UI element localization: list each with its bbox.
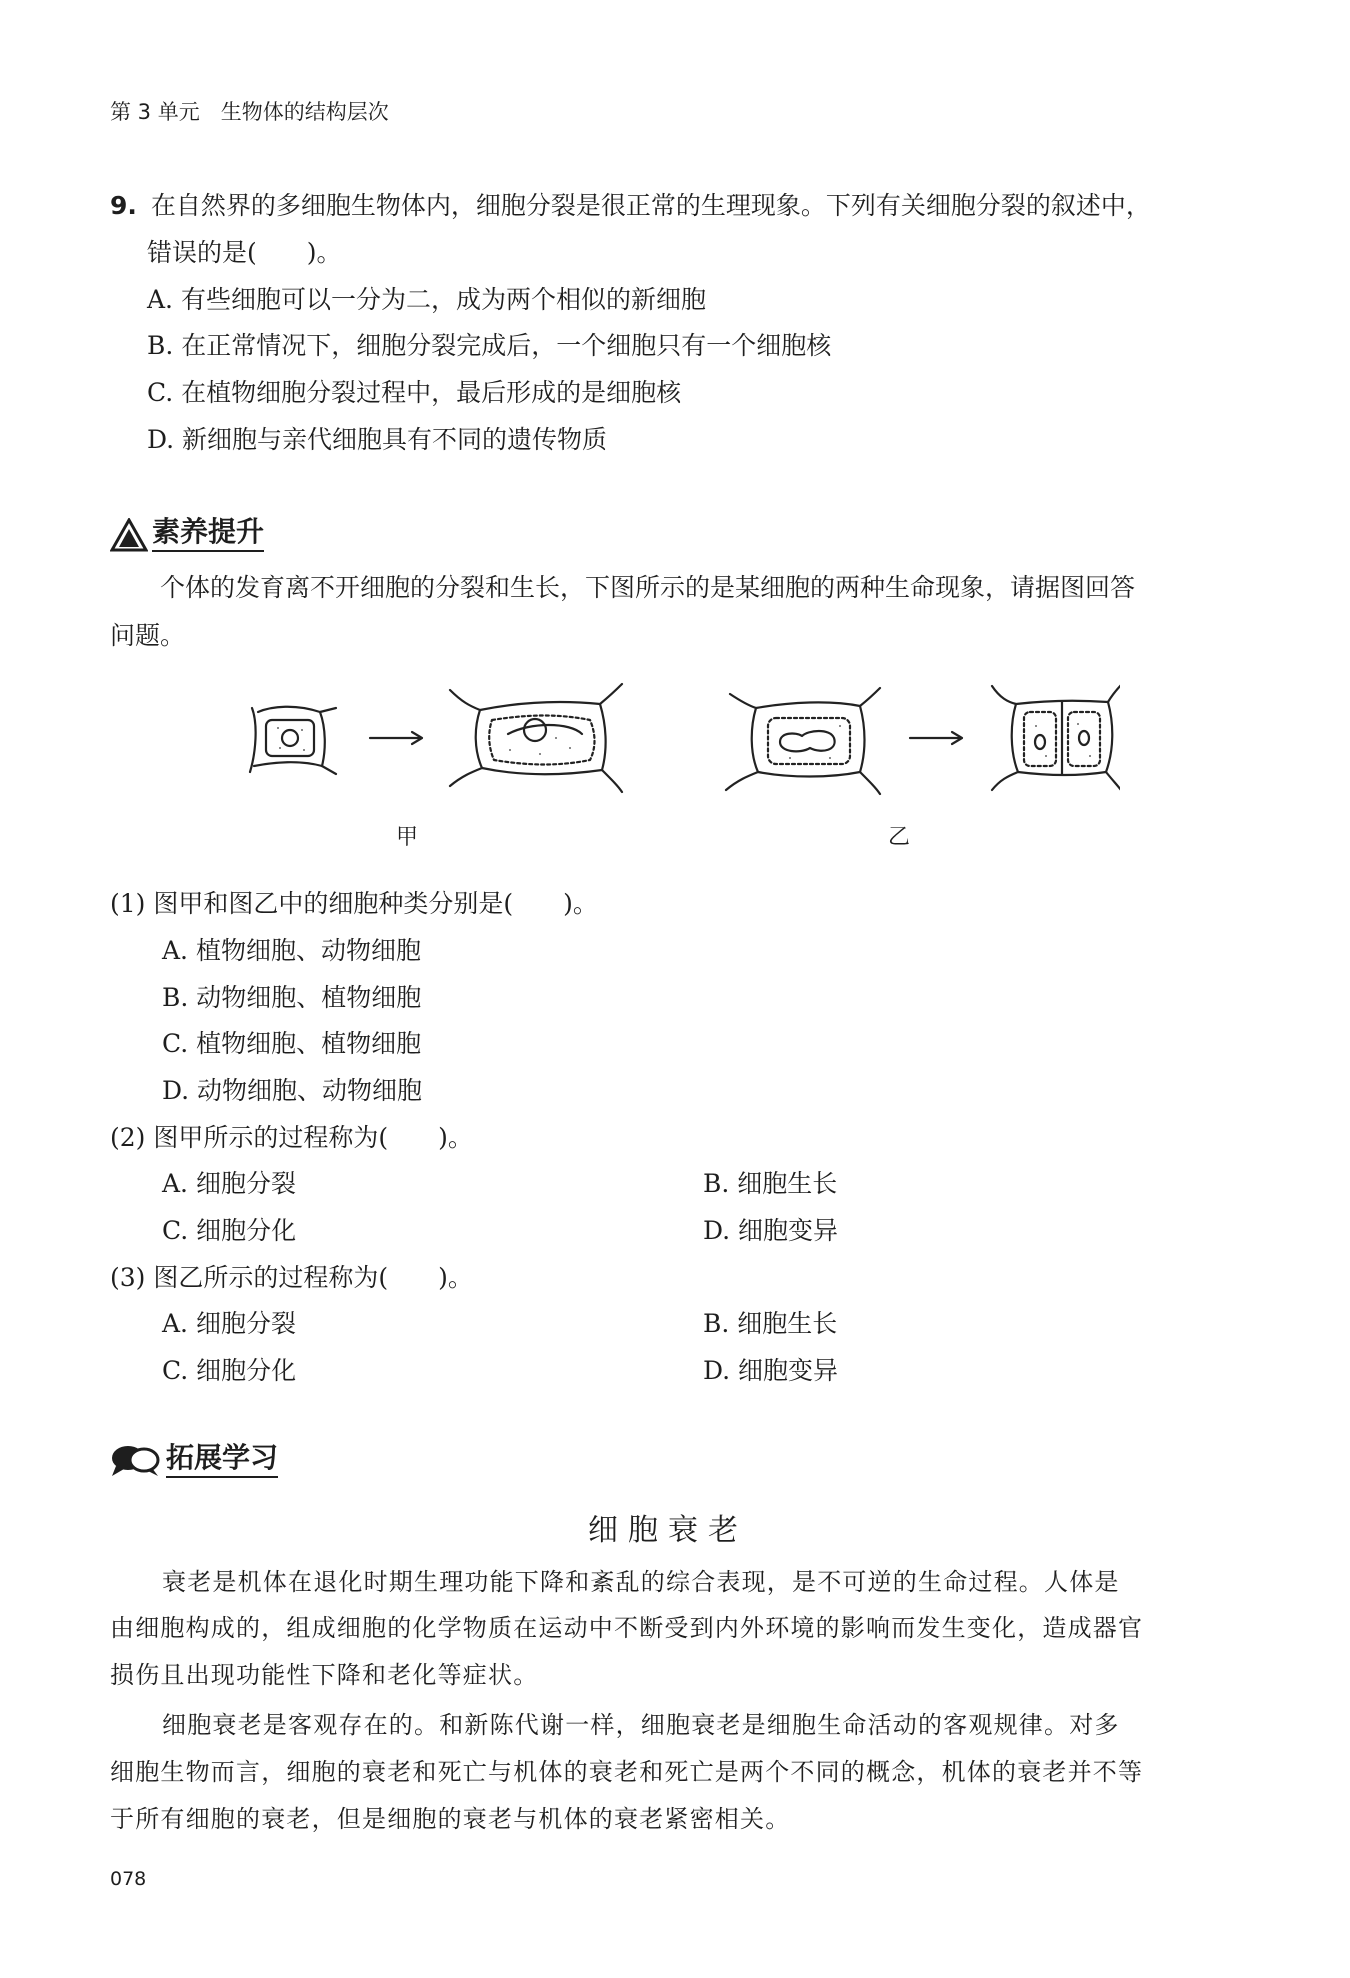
figure-b-cell bbox=[726, 688, 880, 794]
para2-line3: 于所有细胞的衰老，但是细胞的衰老与机体的衰老紧密相关。 bbox=[110, 1805, 791, 1833]
question-number: 9. bbox=[110, 191, 137, 220]
sub3-option-c: C. 细胞分化 bbox=[162, 1356, 297, 1385]
figure-a-grown-cell bbox=[450, 684, 622, 792]
article-title: 细胞衰老 bbox=[588, 1513, 748, 1548]
extension-section-title: 拓展学习 bbox=[166, 1442, 278, 1478]
triangle-warning-icon bbox=[110, 518, 148, 552]
literacy-section-title: 素养提升 bbox=[152, 516, 264, 552]
subquestion-1-stem: (1) 图甲和图乙中的细胞种类分别是( )。 bbox=[110, 889, 598, 918]
sub2-option-a: A. 细胞分裂 bbox=[162, 1169, 296, 1198]
page-number: 078 bbox=[110, 1868, 147, 1890]
figure-label-b: 乙 bbox=[888, 825, 911, 850]
sub3-option-d: D. 细胞变异 bbox=[703, 1356, 839, 1385]
q9-option-a: A. 有些细胞可以一分为二，成为两个相似的新细胞 bbox=[147, 285, 706, 314]
sub1-option-a: A. 植物细胞、动物细胞 bbox=[162, 936, 421, 965]
literacy-intro-line2: 问题。 bbox=[110, 621, 186, 650]
sub2-option-b: B. 细胞生长 bbox=[703, 1169, 838, 1198]
running-header: 第 3 单元 生物体的结构层次 bbox=[110, 100, 389, 124]
sub1-option-c: C. 植物细胞、植物细胞 bbox=[162, 1029, 422, 1058]
sub3-option-b: B. 细胞生长 bbox=[703, 1309, 838, 1338]
literacy-section-heading bbox=[110, 516, 264, 552]
cell-figure bbox=[240, 672, 1120, 852]
para2-line2: 细胞生物而言，细胞的衰老和死亡与机体的衰老和死亡是两个不同的概念，机体的衰老并不等 bbox=[110, 1758, 1144, 1786]
literacy-intro-line1: 个体的发育离不开细胞的分裂和生长，下图所示的是某细胞的两种生命现象，请据图回答 bbox=[160, 573, 1136, 602]
para1-line3: 损伤且出现功能性下降和老化等症状。 bbox=[110, 1661, 539, 1689]
figure-a-small-cell bbox=[250, 707, 336, 774]
sub1-option-b: B. 动物细胞、植物细胞 bbox=[162, 983, 422, 1012]
sub2-option-d: D. 细胞变异 bbox=[703, 1216, 839, 1245]
q9-option-d: D. 新细胞与亲代细胞具有不同的遗传物质 bbox=[147, 425, 608, 454]
para1-line2: 由细胞构成的，组成细胞的化学物质在运动中不断受到内外环境的影响而发生变化，造成器官 bbox=[110, 1614, 1144, 1642]
extension-section-heading bbox=[110, 1442, 278, 1478]
figure-label-a: 甲 bbox=[396, 825, 419, 850]
sub2-option-c: C. 细胞分化 bbox=[162, 1216, 297, 1245]
sub3-option-a: A. 细胞分裂 bbox=[162, 1309, 296, 1338]
figure-b-divided-cells bbox=[992, 682, 1120, 794]
sub1-option-d: D. 动物细胞、动物细胞 bbox=[162, 1076, 423, 1105]
q9-option-b: B. 在正常情况下，细胞分裂完成后，一个细胞只有一个细胞核 bbox=[147, 331, 832, 360]
question-9-stem-line1: 在自然界的多细胞生物体内，细胞分裂是很正常的生理现象。下列有关细胞分裂的叙述中， bbox=[150, 191, 1151, 220]
question-9-stem-line2: 错误的是( )。 bbox=[147, 238, 342, 267]
para1-line1: 衰老是机体在退化时期生理功能下降和紊乱的综合表现，是不可逆的生命过程。人体是 bbox=[162, 1568, 1120, 1596]
question-9-stem bbox=[110, 186, 1151, 222]
speech-bubbles-icon bbox=[110, 1442, 162, 1478]
subquestion-2-stem: (2) 图甲所示的过程称为( )。 bbox=[110, 1123, 473, 1152]
q9-option-c: C. 在植物细胞分裂过程中，最后形成的是细胞核 bbox=[147, 378, 682, 407]
subquestion-3-stem: (3) 图乙所示的过程称为( )。 bbox=[110, 1263, 473, 1292]
para2-line1: 细胞衰老是客观存在的。和新陈代谢一样，细胞衰老是细胞生命活动的客观规律。对多 bbox=[162, 1711, 1120, 1739]
